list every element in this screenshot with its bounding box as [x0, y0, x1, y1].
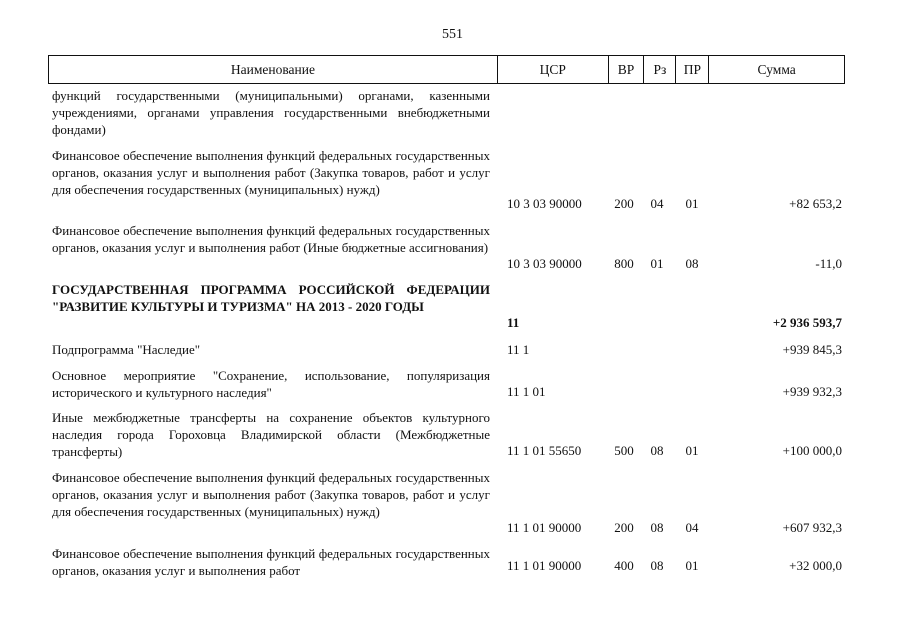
row-csr: 11 1 — [507, 342, 530, 357]
table-header — [48, 55, 845, 84]
row-sum: +939 845,3 — [782, 342, 842, 357]
row-name: ГОСУДАРСТВЕННАЯ ПРОГРАММА РОССИЙСКОЙ ФЕДЕРАЦИИ "РАЗВИТИЕ КУЛЬТУРЫ И ТУРИЗМА" НА 2013 - 2020 ГОДЫ — [52, 282, 490, 314]
row-sum: +939 932,3 — [782, 384, 842, 399]
row-sum: +82 653,2 — [789, 196, 842, 211]
row-rz: 08 — [650, 520, 664, 535]
row-vr: 200 — [614, 520, 634, 535]
row-pr: 01 — [685, 558, 699, 573]
header-sum: Сумма — [708, 56, 844, 83]
page-number: 551 — [442, 27, 463, 42]
row-pr: 01 — [685, 443, 699, 458]
row-csr: 10 3 03 90000 — [507, 196, 582, 211]
row-sum: +2 936 593,7 — [772, 315, 842, 330]
row-rz: 08 — [650, 443, 664, 458]
row-name: Основное мероприятие "Сохранение, использование, популяризация исторического и культурного наследия" — [52, 368, 490, 400]
row-pr: 01 — [685, 196, 699, 211]
row-csr: 11 1 01 55650 — [507, 443, 582, 458]
row-sum: -11,0 — [815, 256, 842, 271]
header-rz: Рз — [643, 56, 675, 83]
row-csr: 11 1 01 90000 — [507, 520, 582, 535]
row-name: Подпрограмма "Наследие" — [52, 342, 201, 357]
row-name: Финансовое обеспечение выполнения функций федеральных государственных органов, оказания услуг и выполнения работ (Закупка товаров, работ и услуг для обеспечения государственных (муниципальных) нужд) — [52, 470, 490, 519]
row-vr: 500 — [614, 443, 634, 458]
row-name: Иные межбюджетные трансферты на сохранение объектов культурного наследия города Гороховца Владимирской области (Межбюджетные трансферты) — [52, 410, 490, 459]
row-pr: 04 — [685, 520, 699, 535]
row-name: Финансовое обеспечение выполнения функций федеральных государственных органов, оказания услуг и выполнения работ (Иные бюджетные ассигнования) — [52, 223, 490, 255]
row-name: функций государственными (муниципальными) органами, казенными учреждениями, органами управления государственными внебюджетными фондами) — [52, 88, 490, 137]
row-name: Финансовое обеспечение выполнения функций федеральных государственных органов, оказания услуг и выполнения работ — [52, 546, 490, 578]
row-sum: +100 000,0 — [782, 443, 842, 458]
header-vr: ВР — [608, 56, 644, 83]
row-csr: 10 3 03 90000 — [507, 256, 582, 271]
row-vr: 800 — [614, 256, 634, 271]
row-sum: +607 932,3 — [782, 520, 842, 535]
row-pr: 08 — [685, 256, 699, 271]
row-csr: 11 1 01 90000 — [507, 558, 582, 573]
row-rz: 08 — [650, 558, 664, 573]
header-csr: ЦСР — [497, 56, 608, 83]
row-name: Финансовое обеспечение выполнения функций федеральных государственных органов, оказания услуг и выполнения работ (Закупка товаров, работ и услуг для обеспечения государственных (муниципальных) нужд) — [52, 148, 490, 197]
row-vr: 200 — [614, 196, 634, 211]
row-vr: 400 — [614, 558, 634, 573]
row-sum: +32 000,0 — [789, 558, 842, 573]
row-rz: 01 — [650, 256, 664, 271]
row-csr: 11 — [507, 315, 520, 330]
row-rz: 04 — [650, 196, 664, 211]
header-name: Наименование — [230, 61, 315, 77]
header-pr: ПР — [675, 56, 708, 83]
row-csr: 11 1 01 — [507, 384, 546, 399]
